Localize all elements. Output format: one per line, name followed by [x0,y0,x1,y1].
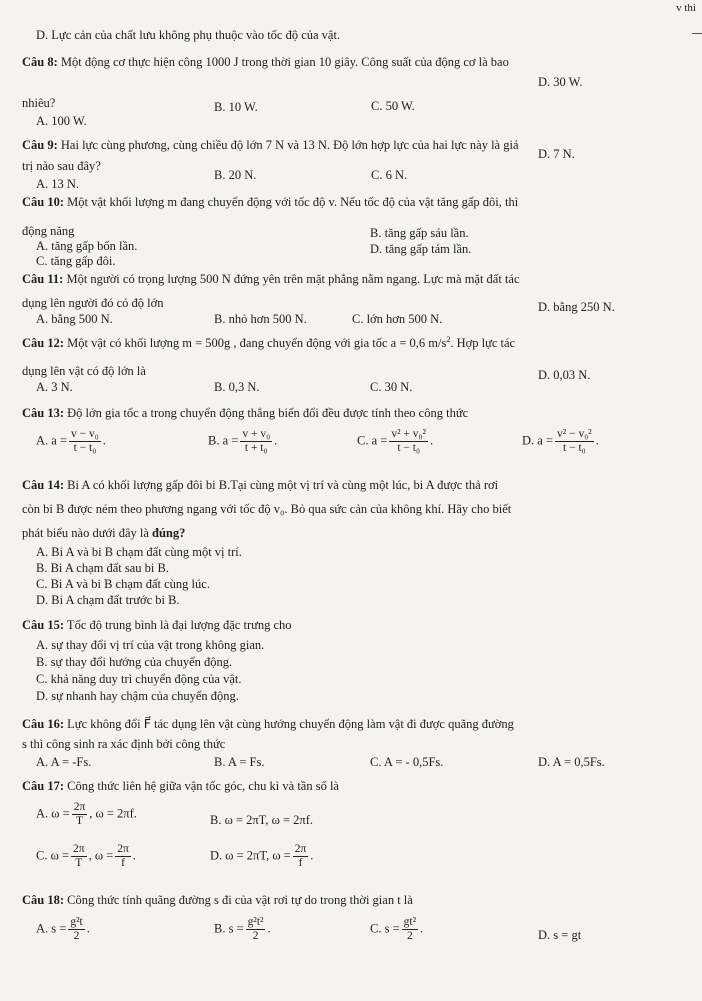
q10-stem [22,195,518,210]
q14-option-d: D. Bi A chạm đất trước bi B. [36,593,180,607]
q15-text: Tốc độ trung bình là đại lượng đặc trưng cho [64,618,292,632]
q12-option-b: B. 0,3 N. [214,380,260,394]
q10-stem-2: động năng [22,224,75,238]
q18-option-a: A. s = $\frac{\text{g²t}}{2}$ . [36,916,90,942]
q11-label: Câu 11: [22,272,64,286]
q15-stem [22,618,292,633]
q17-option-a: A. ω = $\frac{2\pi}{T}$ , ω = 2πf. [36,801,137,827]
q8-stem [22,55,509,70]
q14-option-a: A. Bi A và bi B chạm đất cùng một vị trí. [36,545,242,559]
q17-option-c: C. ω = $\frac{2\pi}{T}$ , ω = $\frac{2\pi}{f}$ . [36,843,136,869]
q16-option-d: D. A = 0,5Fs. [538,755,605,769]
q16-text: Lực không đổi F⃗ tác dụng lên vật cùng hướng chuyển động làm vật đi được quãng đường [64,717,514,731]
q17-label: Câu 17: [22,779,65,793]
q8-option-d: D. 30 W. [538,75,583,89]
q8-option-a: A. 100 W. [36,114,87,128]
q9-stem-2: trị nào sau đây? [22,159,101,173]
q10-option-a: A. tăng gấp bốn lần. [36,239,138,253]
q16-option-c: C. A = - 0,5Fs. [370,755,444,769]
q10-option-d: D. tăng gấp tám lần. [370,242,472,256]
q15-option-d: D. sự nhanh hay chậm của chuyển động. [36,689,239,703]
q17-c-fraction-2: $\frac{2\pi}{f}$ [117,843,129,869]
q18-a-fraction: $\frac{\text{g²t}}{2}$ [70,916,83,942]
q11-text: Một người có trọng lượng 500 N đứng yên trên mặt phẳng nằm ngang. Lực mà mặt đất tác [63,272,520,286]
q18-c-fraction: $\frac{\text{gt²}}{2}$ [403,916,417,942]
q14-option-c: C. Bi A và bi B chạm đất cùng lúc. [36,577,210,591]
q12-stem [22,335,515,351]
q14-emphasis: đúng? [152,526,186,540]
q11-option-d: D. bằng 250 N. [538,300,615,314]
q11-option-a: A. bằng 500 N. [36,312,113,326]
q16-stem [22,716,514,732]
q12-text: Một vật có khối lượng m = 500g , đang chuyển động với gia tốc a = 0,6 m/s [64,336,447,351]
q12-label: Câu 12: [22,336,65,351]
q18-option-c: C. s = $\frac{\text{gt²}}{2}$ . [370,916,424,942]
q8-text: Một động cơ thực hiện công 1000 J trong thời gian 10 giây. Công suất của động cơ là bao [57,55,509,69]
q14-stem-2: còn bi B được ném theo phương ngang với tốc độ v₀. Bỏ qua sức cản của không khí. Hãy cho biết [22,502,512,516]
q17-text: Công thức liên hệ giữa vận tốc góc, chu kì và tần số là [64,779,339,793]
q13-option-b: B. a = $\frac{\text{v + v₀}}{\text{t + t₀}}$ . [208,428,278,454]
q18-b-fraction: $\frac{\text{g²t²}}{2}$ [247,916,264,942]
q9-option-d: D. 7 N. [538,147,575,161]
q15-option-c: C. khả năng duy trì chuyển động của vật. [36,672,242,686]
q18-option-b: B. s = $\frac{\text{g²t²}}{2}$ . [214,916,271,942]
q9-option-b: B. 20 N. [214,168,257,182]
q11-option-c: C. lớn hơn 500 N. [352,312,443,326]
q9-stem [22,138,519,153]
q15-option-a: A. sự thay đổi vị trí của vật trong không gian. [36,638,265,652]
q14-label: Câu 14: [22,478,65,492]
q18-text: Công thức tính quãng đường s đi của vật rơi tự do trong thời gian t là [64,893,413,907]
q10-option-c: C. tăng gấp đôi. [36,254,116,268]
q11-stem [22,272,520,287]
q12-option-d: D. 0,03 N. [538,368,591,382]
q14-stem [22,478,498,493]
q14-stem-3: phát biểu nào dưới đây là đúng? [22,526,186,540]
q12-text-end: . Hợp lực tác [450,336,516,351]
q11-stem-2: dụng lên người đó có độ lớn [22,296,164,310]
q12-option-c: C. 30 N. [370,380,413,394]
q14-text: Bi A có khối lượng gấp đôi bi B.Tại cùng một vị trí và cùng một lúc, bi A được thả rơi [64,478,499,492]
q17-a-fraction: $\frac{2\pi}{T}$ [73,801,86,827]
corner-divider [692,33,702,34]
q13-option-c: C. a = $\frac{\text{v² + v₀²}}{\text{t − t₀}}$ . [357,428,434,454]
q13-option-d: D. a = $\frac{\text{v² − v₀²}}{\text{t − t₀}}$ . [522,428,599,454]
q9-option-c: C. 6 N. [371,168,408,182]
q7-option-d: D. Lực cản của chất lưu không phụ thuộc vào tốc độ của vật. [36,28,341,42]
q16-label: Câu 16: [22,717,65,731]
q10-label: Câu 10: [22,195,65,209]
q8-option-b: B. 10 W. [214,100,258,114]
q12-exponent: 2 [446,335,451,344]
q9-text: Hai lực cùng phương, cùng chiều độ lớn 7 N và 13 N. Độ lớn hợp lực của hai lực này là giá [57,138,519,152]
q18-option-d: D. s = gt [538,928,582,942]
q15-option-b: B. sự thay đổi hướng của chuyển động. [36,655,233,669]
q12-stem-2: dụng lên vật có độ lớn là [22,364,146,378]
corner-text: v thi [676,2,696,14]
q13-c-fraction: $\frac{\text{v² + v₀²}}{\text{t − t₀}}$ [391,428,426,454]
q14-option-b: B. Bi A chạm đất sau bi B. [36,561,169,575]
q17-option-b: B. ω = 2πT, ω = 2πf. [210,813,314,827]
q8-stem-2: nhiêu? [22,96,56,110]
q8-option-c: C. 50 W. [371,99,415,113]
q12-option-a: A. 3 N. [36,380,73,394]
q18-stem [22,893,413,908]
q10-text: Một vật khối lượng m đang chuyển động với tốc độ v. Nếu tốc độ của vật tăng gấp đôi, thì [64,195,519,209]
q9-option-a: A. 13 N. [36,177,80,191]
q13-stem [22,406,468,421]
q16-option-a: A. A = -Fs. [36,755,92,769]
q11-option-b: B. nhỏ hơn 500 N. [214,312,307,326]
q8-label: Câu 8: [22,55,58,69]
q18-label: Câu 18: [22,893,65,907]
q16-option-b: B. A = Fs. [214,755,265,769]
q9-label: Câu 9: [22,138,58,152]
q17-d-fraction: $\frac{2\pi}{f}$ [294,843,307,869]
q16-stem-2: s thì công sinh ra xác định bởi công thức [22,737,226,751]
q13-d-fraction: $\frac{\text{v² − v₀²}}{\text{t − t₀}}$ [557,428,592,454]
q13-label: Câu 13: [22,406,65,420]
q15-label: Câu 15: [22,618,65,632]
q17-stem [22,779,339,794]
q13-a-fraction: $\frac{\text{v − v₀}}{\text{t − t₀}}$ [71,428,99,454]
q13-option-a: A. a = $\frac{\text{v − v₀}}{\text{t − t₀}}$ . [36,428,106,454]
q17-c-fraction-1: $\frac{2\pi}{T}$ [73,843,85,869]
q13-text: Độ lớn gia tốc a trong chuyển động thẳng biến đổi đều được tính theo công thức [64,406,469,420]
q10-option-b: B. tăng gấp sáu lần. [370,226,469,240]
q13-b-fraction: $\frac{\text{v + v₀}}{\text{t + t₀}}$ [242,428,271,454]
q17-option-d: D. ω = 2πT, ω = $\frac{2\pi}{f}$ . [210,843,314,869]
